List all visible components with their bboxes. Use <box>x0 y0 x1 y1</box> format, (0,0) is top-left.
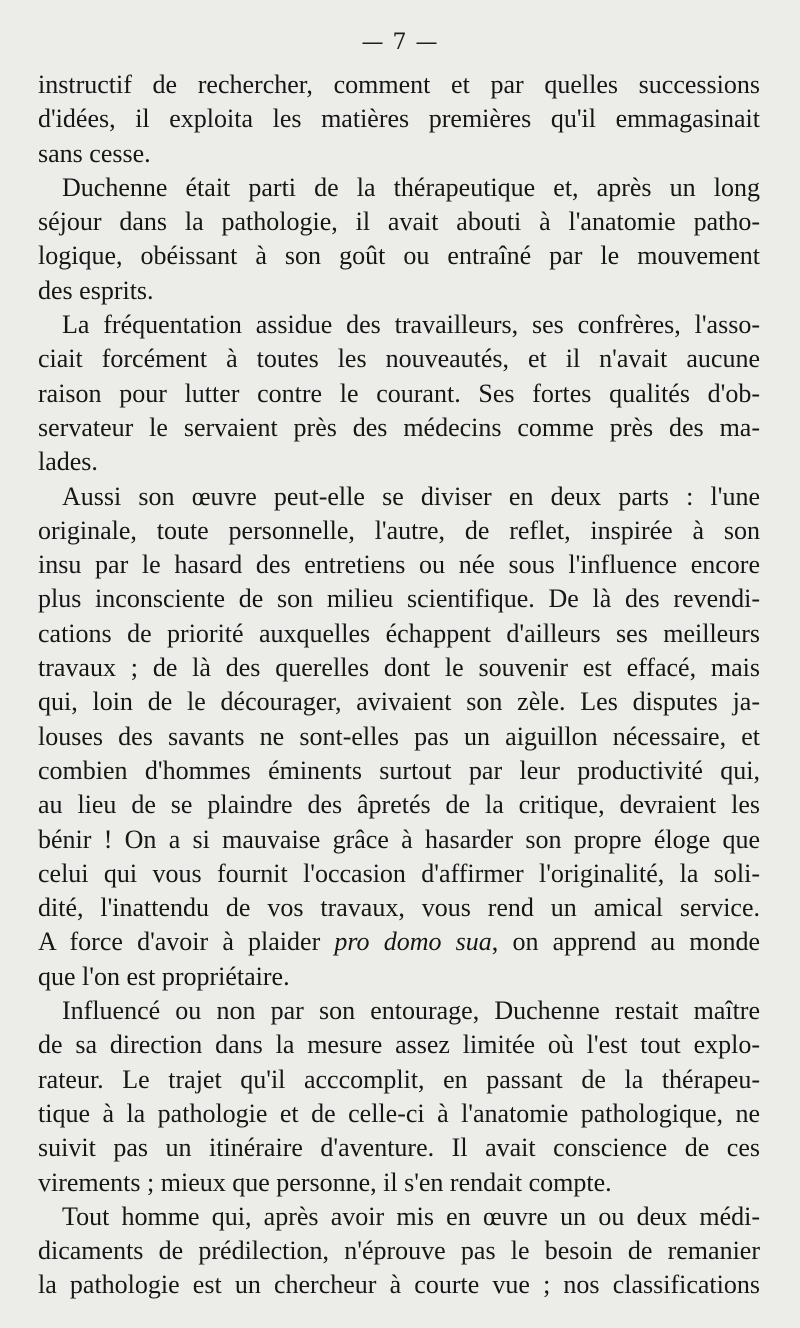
text-line: instructif de rechercher, comment et par quelles successions <box>38 70 760 99</box>
paragraph-start-line: Tout homme qui, après avoir mis en œuvre un ou deux médi- <box>62 1201 760 1231</box>
text-line: qui, loin de le décourager, avivaient son zèle. Les disputes ja- <box>38 687 760 717</box>
text-line: logique, obéissant à son goût ou entraîné par le mouvement <box>38 241 760 271</box>
text-line: ciait forcément à toutes les nouveautés, et il n'avait aucune <box>38 344 760 374</box>
text-line: celui qui vous fournit l'occasion d'affirmer l'originalité, la soli- <box>38 858 760 888</box>
text-line: dicaments de prédilection, n'éprouve pas le besoin de remanier <box>38 1236 760 1266</box>
text-line: virements ; mieux que personne, il s'en rendait compte. <box>38 1167 612 1197</box>
text-line: bénir ! On a si mauvaise grâce à hasarder son propre éloge que <box>38 824 760 854</box>
body-text <box>38 68 760 1303</box>
text-line: dité, l'inattendu de vos travaux, vous rend un amical service. <box>38 893 760 923</box>
paragraph-start-line: Influencé ou non par son entourage, Duchenne restait maître <box>62 996 760 1026</box>
text-line: lades. <box>38 447 98 477</box>
paragraph-start-line: Aussi son œuvre peut-elle se diviser en deux parts : l'une <box>62 481 760 511</box>
text-line: insu par le hasard des entretiens ou née sous l'influence encore <box>38 550 760 580</box>
text-line: louses des savants ne sont-elles pas un aiguillon nécessaire, et <box>38 721 760 751</box>
paragraph-start-line: Duchenne était parti de la thérapeutique et, après un long <box>62 172 760 202</box>
paragraph-start-line: La fréquentation assidue des travailleurs, ses confrères, l'asso- <box>62 310 760 340</box>
text-line: tique à la pathologie et de celle-ci à l'anatomie pathologique, ne <box>38 1098 760 1128</box>
text-line: travaux ; de là des querelles dont le souvenir est effacé, mais <box>38 653 760 683</box>
text-line: que l'on est propriétaire. <box>38 961 290 991</box>
text-line: A force d'avoir à plaider pro domo sua, on apprend au monde <box>38 927 760 957</box>
text-line: des esprits. <box>38 275 154 305</box>
text-line: séjour dans la pathologie, il avait abouti à l'anatomie patho- <box>38 207 760 237</box>
text-line: au lieu de se plaindre des âpretés de la critique, devraient les <box>38 790 760 820</box>
text-line: combien d'hommes éminents surtout par leur productivité qui, <box>38 755 760 785</box>
text-line: de sa direction dans la mesure assez limitée où l'est tout explo- <box>38 1030 760 1060</box>
page-number: — 7 — <box>361 30 439 55</box>
text-line: servateur le servaient près des médecins comme près des ma- <box>38 412 760 442</box>
latin-phrase: pro domo sua <box>334 927 492 957</box>
text-line: la pathologie est un chercheur à courte vue ; nos classifications <box>38 1270 760 1300</box>
text-line: raison pour lutter contre le courant. Ses fortes qualités d'ob- <box>38 378 760 408</box>
text-line: sans cesse. <box>38 138 151 168</box>
text-line: suivit pas un itinéraire d'aventure. Il avait conscience de ces <box>38 1133 760 1163</box>
text-line: d'idées, il exploita les matières premières qu'il emmagasinait <box>38 104 760 134</box>
text-line: rateur. Le trajet qu'il acccomplit, en passant de la thérapeu- <box>38 1064 760 1094</box>
text-line: originale, toute personnelle, l'autre, de reflet, inspirée à son <box>38 515 760 545</box>
text-line: cations de priorité auxquelles échappent d'ailleurs ses meilleurs <box>38 618 760 648</box>
text-line: plus inconsciente de son milieu scientifique. De là des revendi- <box>38 584 760 614</box>
